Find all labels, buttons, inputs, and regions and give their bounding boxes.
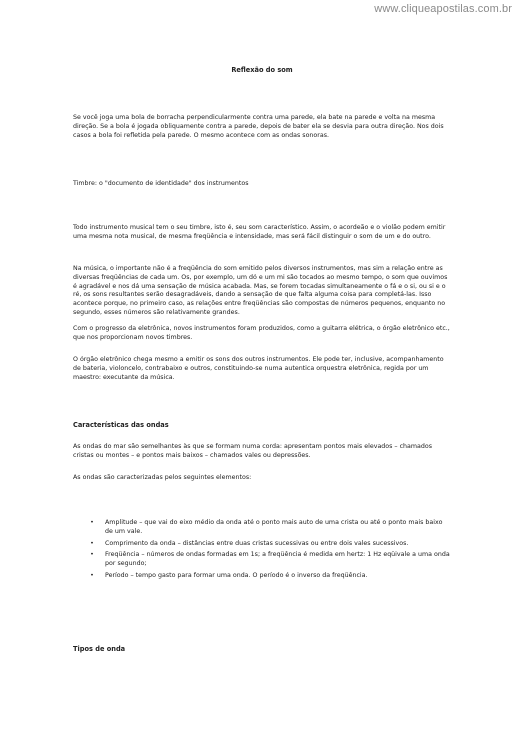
timbre-subtitle: Timbre: o "documento de identidade" dos instrumentos [73, 180, 249, 187]
paragraph-timbre-intro: Todo instrumento musical tem o seu timbre, isto é, seu som característico. Assim, o acordeão e o violão podem emitir uma mesma nota musical, de mesma freqüência e intensidade, mas será fácil distinguir o som de um e do outro. [73, 224, 446, 240]
document-title: Reflexão do som [231, 66, 293, 74]
heading-wave-types: Tipos de onda [73, 645, 126, 653]
site-watermark: www.cliqueapostilas.com.br [374, 3, 512, 15]
paragraph-electronics: Com o progresso da eletrônica, novos instrumentos foram produzidos, como a guitarra elétrica, o órgão eletrônico etc., que nos proporcionam novos timbres. [73, 325, 450, 341]
bullet-icon: • [90, 539, 94, 547]
bullet-icon: • [90, 571, 94, 579]
paragraph-electronic-organ: O órgão eletrônico chega mesmo a emitir os sons dos outros instrumentos. Ele pode ter, inclusive, acompanhamento de bateria, violoncelo, contrabaixo e outros, constituindo-se numa autentica orquestra eletrônica, regida por um maestro: executante da música. [73, 356, 444, 381]
list-item [73, 572, 451, 581]
list-item-text: Período – tempo gasto para formar uma onda. O período é o inverso da freqüência. [105, 571, 368, 579]
list-item-text: Amplitude – que vai do eixo médio da onda até o ponto mais auto de uma crista ou até o ponto mais baixo de um vale. [105, 519, 443, 535]
paragraph-music-frequencies: Na música, o importante não é a freqüência do som emitido pelos diversos instrumentos, mas sim a relação entre as diversas freqüências de cada um. Os, por exemplo, um dó e um mi são tocados ao mesmo tempo, o som que ouvimos é agradável e nos dá uma sensação de música acabada. Mas, se forem tocadas simultaneamente o fá e o si, ou si e o ré, os sons resultantes serão desagradáveis, dando a sensação de que falta alguma coisa para completá-las. Isso acontece porque, no primeiro caso, as relações entre freqüências são compostas de números pequenos, enquanto no segundo, esses números são relativamente grandes. [73, 265, 448, 316]
list-item [73, 540, 451, 549]
paragraph-sea-waves: As ondas do mar são semelhantes às que se formam numa corda: apresentam pontos mais elevados – chamados cristas ou montes – e pontos mais baixos – chamados vales ou depressões. [73, 443, 433, 459]
list-item [73, 519, 451, 537]
wave-elements-list [73, 519, 451, 584]
bullet-icon: • [90, 519, 94, 526]
paragraph-reflection: Se você joga uma bola de borracha perpendicularmente contra uma parede, ela bate na parede e volta na mesma direção. Se a bola é jogada obliquamente contra a parede, depois de bater ela se desvia para outra direção. Nos dois casos a bola foi refletida pela parede. O mesmo acontece com as ondas sonoras. [73, 114, 444, 139]
list-item [73, 551, 451, 569]
list-item-text: Comprimento da onda – distâncias entre duas cristas sucessivas ou entre dois vales sucessivos. [105, 539, 409, 547]
list-item-text: Freqüência – números de ondas formadas em 1s; a freqüência é medida em hertz: 1 Hz eqüivale a uma onda por segundo; [105, 551, 450, 568]
heading-wave-characteristics: Características das ondas [73, 421, 169, 429]
paragraph-wave-elements: As ondas são caracterizadas pelos seguintes elementos: [73, 474, 252, 481]
bullet-icon: • [90, 551, 94, 559]
